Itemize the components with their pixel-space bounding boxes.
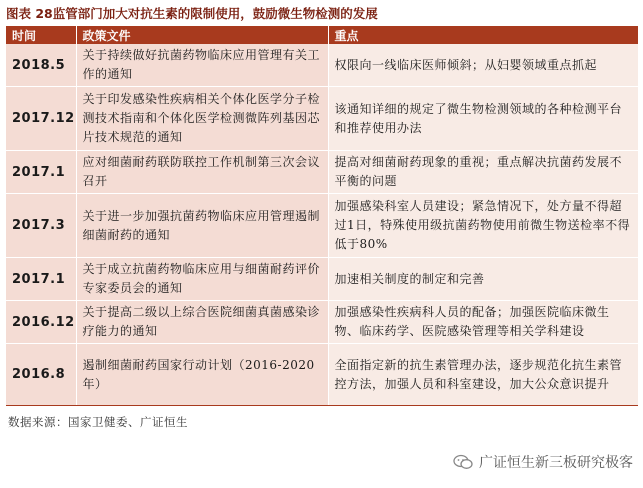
row-policy: 遏制细菌耐药国家行动计划（2016-2020年）: [76, 344, 328, 406]
watermark: [453, 452, 633, 472]
row-point: 权限向一线临床医师倾斜；从妇婴领域重点抓起: [328, 44, 638, 87]
table-row: [6, 258, 638, 301]
policy-table: [6, 26, 638, 406]
table-row: [6, 301, 638, 344]
row-time: 2016.8: [6, 344, 76, 406]
table-row: [6, 151, 638, 194]
row-time: 2017.1: [6, 151, 76, 194]
source-note: 数据来源：国家卫健委、广证恒生: [8, 415, 188, 429]
row-policy: 关于持续做好抗菌药物临床应用管理有关工作的通知: [76, 44, 328, 87]
table-header-row: [6, 26, 638, 44]
header-time: 时间: [6, 26, 76, 44]
table-row: [6, 194, 638, 258]
row-time: 2017.3: [6, 194, 76, 258]
row-time: 2017.1: [6, 258, 76, 301]
row-time: 2017.12: [6, 87, 76, 151]
figure-title: 图表 28监管部门加大对抗生素的限制使用，鼓励微生物检测的发展: [6, 2, 638, 27]
header-policy: 政策文件: [76, 26, 328, 44]
header-point: 重点: [328, 26, 638, 44]
row-point: 提高对细菌耐药现象的重视；重点解决抗菌药发展不平衡的问题: [328, 151, 638, 194]
row-policy: 关于印发感染性疾病相关个体化医学分子检测技术指南和个体化医学检测微阵列基因芯片技术规范的通知: [76, 87, 328, 151]
row-point: 加强感染科室人员建设；紧急情况下，处方量不得超过1日，特殊使用级抗菌药物使用前微生物送检率不得低于80%: [328, 194, 638, 258]
row-point: 该通知详细的规定了微生物检测领域的各种检测平台和推荐使用办法: [328, 87, 638, 151]
table-row: [6, 344, 638, 406]
row-policy: 关于提高二级以上综合医院细菌真菌感染诊疗能力的通知: [76, 301, 328, 344]
table-row: [6, 44, 638, 87]
watermark-text: 广证恒生新三板研究极客: [479, 455, 633, 471]
row-point: 加强感染性疾病科人员的配备；加强医院临床微生物、临床药学、医院感染管理等相关学科建设: [328, 301, 638, 344]
row-point: 全面指定新的抗生素管理办法，逐步规范化抗生素管控方法，加强人员和科室建设，加大公众意识提升: [328, 344, 638, 406]
wechat-icon: [453, 454, 473, 470]
row-point: 加速相关制度的制定和完善: [328, 258, 638, 301]
row-policy: 关于成立抗菌药物临床应用与细菌耐药评价专家委员会的通知: [76, 258, 328, 301]
table-row: [6, 87, 638, 151]
row-policy: 应对细菌耐药联防联控工作机制第三次会议召开: [76, 151, 328, 194]
row-policy: 关于进一步加强抗菌药物临床应用管理遏制细菌耐药的通知: [76, 194, 328, 258]
row-time: 2016.12: [6, 301, 76, 344]
row-time: 2018.5: [6, 44, 76, 87]
